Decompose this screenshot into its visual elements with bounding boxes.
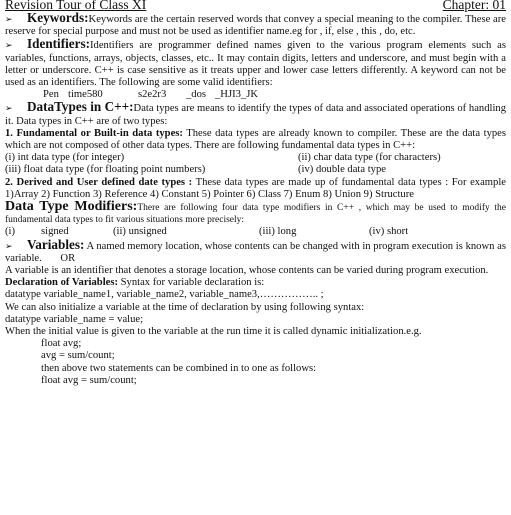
derived-text: These data types are made up of fundamental data types : For example 1)Array 2) Function 3) Reference 4) Constant 5) Pointer 6) Class 7) Enum 8) Union 9) Structure: [5, 176, 506, 200]
fundamental-type-item: (iv) double data type: [298, 164, 386, 176]
variables-text: A named memory location, whose contents can be changed with in program execution is known as variable.: [5, 240, 506, 264]
identifier-example: s2e2r3: [138, 89, 167, 101]
fundamental-type-item: (ii) char data type (for characters): [298, 152, 441, 164]
identifier-example: _HJI3_JK: [215, 89, 258, 101]
code-line: float avg = sum/count;: [41, 374, 137, 386]
identifiers-text: Identifiers are programmer defined names given to the various program elements such as variables, functions, arrays, objects, classes, etc.. It may contain digits, letters and underscore, and must begin with a letter or underscore. C++ is case sensitive as it treats upper and lower case letters differently. A keyword can not be used as an identifiers. The following are some valid identifiers:: [5, 40, 506, 89]
bullet-arrow-icon: ➢: [5, 14, 13, 24]
modifier-item: (ii) unsigned: [113, 226, 167, 238]
fundamental-heading: 1. Fundamental or Built-in data types:: [5, 127, 183, 139]
identifiers-heading: Identifiers:: [27, 36, 90, 52]
keywords-text: Keywords are the certain reserved words that convey a special meaning to the compiler. These are reserve for special purpose and must not be used as identifier name.eg for , if, else , this , do, etc.: [5, 14, 506, 38]
chapter-label: Chapter: 01: [442, 0, 506, 12]
fundamental-types-row: [5, 164, 506, 176]
declaration-paragraph: [5, 277, 506, 289]
modifier-item: (iv) short: [369, 226, 409, 238]
fundamental-type-item: (iii) float data type (for floating point numbers): [5, 164, 206, 176]
dynamic-init-text: When the initial value is given to the variable at the run time it is called dynamic initialization.e.g.: [5, 326, 422, 338]
keywords-paragraph: [5, 12, 506, 38]
variable-definition: A variable is an identifier that denotes a storage location, whose contents can be varied during program execution.: [5, 265, 489, 277]
modifiers-paragraph: [5, 201, 506, 226]
identifier-example: Pen: [43, 89, 59, 101]
identifier-example: time580: [68, 89, 103, 101]
initialization-syntax: datatype variable_name = value;: [5, 313, 144, 325]
bullet-arrow-icon: ➢: [5, 240, 13, 251]
datatypes-text: Data types are means to identify the types of data and associated operations of handling it. Data types in C++ are of two types:: [5, 103, 506, 127]
derived-heading: 2. Derived and User defined date types :: [5, 176, 193, 188]
derived-paragraph: [5, 177, 506, 201]
fundamental-paragraph: [5, 128, 506, 152]
code-line: float avg;: [41, 338, 82, 350]
modifiers-heading: Data Type Modifiers:: [5, 199, 138, 215]
modifiers-text: There are following four data type modifiers in C++ , which may be used to modify the fundamental data types to fit various situations more precisely:: [5, 203, 506, 226]
identifiers-paragraph: [5, 38, 506, 89]
declaration-heading: Declaration of Variables:: [5, 277, 118, 289]
bullet-arrow-icon: ➢: [5, 103, 13, 114]
modifier-item: (i): [5, 226, 15, 238]
combine-text: then above two statements can be combined in to one as follows:: [41, 362, 317, 374]
modifier-item: signed: [41, 226, 69, 238]
declaration-text: Syntax for variable declaration is:: [120, 277, 265, 289]
code-line: avg = sum/count;: [41, 350, 115, 362]
bullet-arrow-icon: ➢: [5, 40, 13, 51]
declaration-syntax: datatype variable_name1, variable_name2, variable_name3,…………….. ;: [5, 289, 324, 301]
fundamental-text: These data types are already known to compiler. These are the data types which are not composed of other data types. There are following fundamental data types in C++:: [5, 127, 506, 152]
initialization-text: We can also initialize a variable at the time of declaration by using following syntax:: [5, 301, 365, 313]
datatypes-heading: DataTypes in C++:: [27, 99, 134, 115]
variables-heading: Variables:: [27, 236, 85, 252]
fundamental-types-row: [5, 152, 506, 164]
variables-paragraph: [5, 236, 506, 265]
datatypes-paragraph: [5, 101, 506, 127]
keywords-heading: Keywords:: [27, 10, 89, 25]
identifier-example: _dos: [186, 89, 207, 101]
header-title: Revision Tour of Class XI: [5, 0, 147, 12]
fundamental-type-item: (i) int data type (for integer): [5, 152, 125, 164]
or-label: OR: [60, 252, 76, 264]
modifier-item: (iii) long: [259, 226, 297, 238]
